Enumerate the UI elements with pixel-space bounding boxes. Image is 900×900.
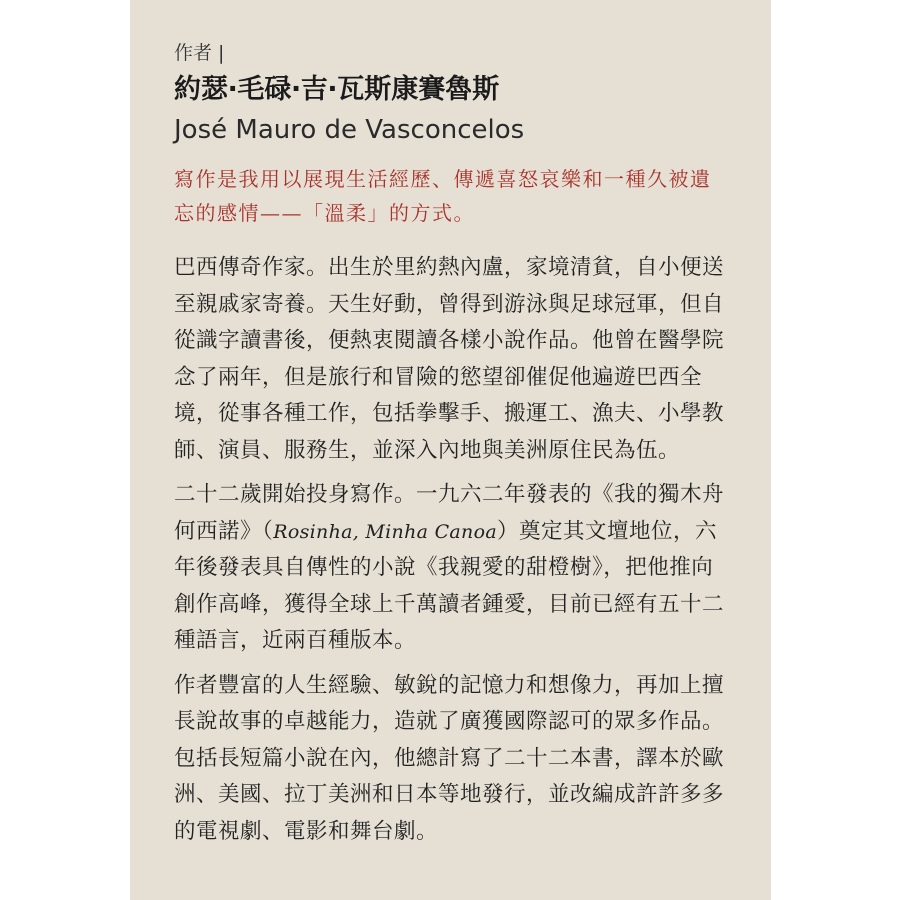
author-name-english: José Mauro de Vasconcelos bbox=[174, 115, 525, 145]
bio-paragraph-2 bbox=[174, 477, 731, 660]
bio-paragraph-2-text-start: 二十二歲開始投身寫作。一九六二年發表的《我的獨木舟何西諾》（ bbox=[174, 482, 725, 544]
bio-paragraph-3: 作者豐富的人生經驗、敏銳的記憶力和想像力，再加上擅長說故事的卓越能力，造就了廣獲國際認可的眾多作品。包括長短篇小說在內，他總計寫了二十二本書，譯本於歐洲、美國、拉丁美洲和日本等地發行，並改編成許許多多的電視劇、電影和舞台劇。 bbox=[174, 672, 725, 844]
bio-paragraph-2-text-end: ）奠定其文壇地位，六年後發表具自傳性的小說《我親愛的甜橙樹》，把他推向創作高峰，獲得全球上千萬讀者鍾愛，目前已經有五十二種語言，近兩百種版本。 bbox=[174, 518, 725, 653]
author-label: 作者 | bbox=[174, 42, 225, 64]
author-name-chinese: 約瑟‧毛碌‧吉‧瓦斯康賽魯斯 bbox=[174, 74, 500, 105]
bio-paragraph-1: 巴西傳奇作家。出生於里約熱內盧，家境清貧，自小便送至親戚家寄養。天生好動，曾得到游泳與足球冠軍，但自從識字讀書後，便熱衷閱讀各樣小說作品。他曾在醫學院念了兩年，但是旅行和冒險的慾望卻催促他遍遊巴西全境，從事各種工作，包括拳擊手、搬運工、漁夫、小學教師、演員、服務生，並深入內地與美洲原住民為伍。 bbox=[174, 255, 725, 463]
author-bio-card bbox=[130, 0, 771, 900]
book-title-portuguese: Rosinha, Minha Canoa bbox=[273, 520, 497, 543]
author-quote: 寫作是我用以展現生活經歷、傳遞喜怒哀樂和一種久被遺忘的感情——「溫柔」的方式。 bbox=[174, 167, 712, 225]
